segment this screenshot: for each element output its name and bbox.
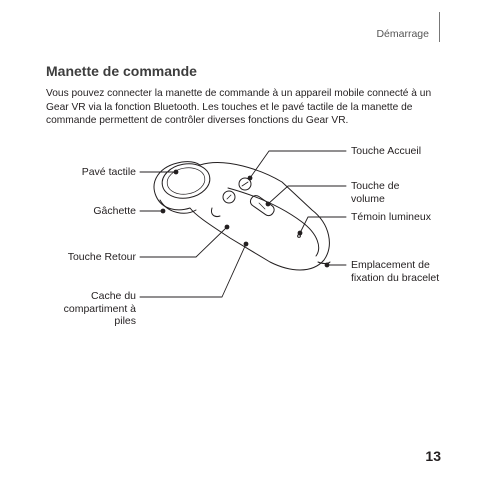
label-home-button: Touche Accueil bbox=[351, 145, 422, 157]
label-volume-button: Touche de volume bbox=[351, 180, 400, 205]
page-number: 13 bbox=[425, 448, 441, 464]
label-indicator: Témoin lumineux bbox=[351, 211, 431, 223]
volume-rocker bbox=[248, 194, 276, 218]
section-header: Démarrage bbox=[376, 28, 429, 40]
page-title: Manette de commande bbox=[46, 63, 197, 79]
label-back-button: Touche Retour bbox=[67, 251, 136, 263]
label-trigger: Gâchette bbox=[93, 205, 136, 217]
label-touchpad: Pavé tactile bbox=[81, 166, 136, 178]
label-battery-cover: Cache du compartiment à piles bbox=[63, 290, 136, 328]
intro-paragraph: Vous pouvez connecter la manette de commande à un appareil mobile connecté à un Gear VR via la fonction Bluetooth. Les touches et le pavé tactile de la manette de commande permettent de contrôler diverses fonctions du Gear VR. bbox=[46, 88, 432, 127]
label-strap-slot: Emplacement de fixation du bracelet bbox=[351, 259, 440, 284]
